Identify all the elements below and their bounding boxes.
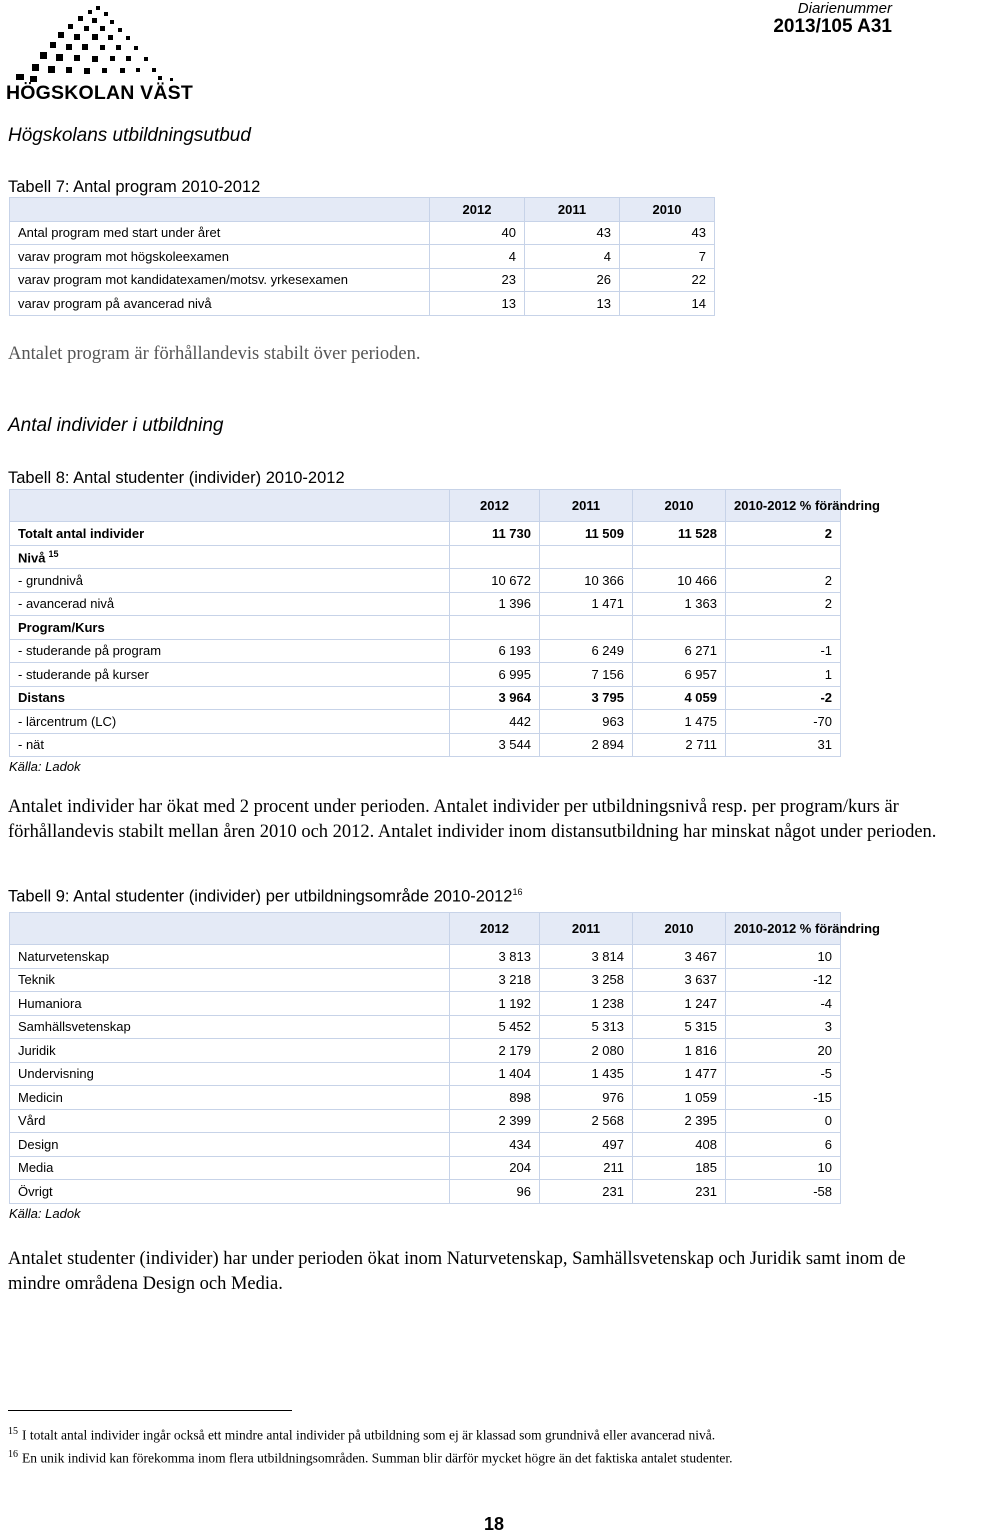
row-label [10, 1015, 450, 1039]
value-cell: 2 080 [540, 1039, 633, 1063]
footnote-divider [8, 1410, 292, 1411]
value-cell: 1 059 [633, 1086, 726, 1110]
value-cell [633, 616, 726, 640]
table-row [10, 1109, 841, 1133]
table-row [10, 639, 841, 663]
table8-caption: Tabell 8: Antal studenter (individer) 2010-2012 [8, 469, 345, 487]
table-header-row [10, 913, 841, 945]
table-row [10, 733, 841, 757]
row-label [10, 1133, 450, 1157]
row-label-text: - grundnivå [18, 572, 84, 588]
header-cell: 2010-2012 % förändring [726, 913, 841, 945]
value-cell [726, 616, 841, 640]
header-cell-label [10, 913, 450, 945]
row-label [10, 245, 430, 269]
row-label-text: - studerande på program [18, 643, 162, 659]
row-label [10, 1156, 450, 1180]
row-label [10, 1180, 450, 1204]
value-cell: 11 509 [540, 522, 633, 546]
value-cell: 23 [430, 268, 525, 292]
value-cell: 3 [726, 1015, 841, 1039]
table-row [10, 710, 841, 734]
table-row [10, 1015, 841, 1039]
page-number: 18 [483, 1514, 505, 1534]
row-label [10, 545, 450, 569]
row-label-text: varav program mot högskoleexamen [18, 248, 229, 264]
header-cell: 2012 [430, 198, 525, 222]
row-label-text: Övrigt [18, 1183, 53, 1199]
value-cell: 231 [633, 1180, 726, 1204]
header-cell: 2011 [540, 490, 633, 522]
value-cell: 3 814 [540, 945, 633, 969]
row-label-text: Media [18, 1160, 54, 1176]
value-cell: 2 894 [540, 733, 633, 757]
value-cell: 10 466 [633, 569, 726, 593]
value-cell: 22 [620, 268, 715, 292]
header-cell: 2010 [633, 913, 726, 945]
paragraph-studenter: Antalet studenter (individer) har under perioden ökat inom Naturvetenskap, Samhällsvetenskap och Juridik samt inom de mindre områdena Design och Media. [8, 1249, 906, 1294]
row-label [10, 268, 430, 292]
value-cell: 963 [540, 710, 633, 734]
table-row [10, 1039, 841, 1063]
value-cell: -4 [726, 992, 841, 1016]
row-label [10, 710, 450, 734]
value-cell: 211 [540, 1156, 633, 1180]
table-row [10, 1156, 841, 1180]
row-label [10, 522, 450, 546]
row-label-text: varav program på avancerad nivå [18, 295, 212, 311]
header-cell: 2011 [525, 198, 620, 222]
value-cell: 3 467 [633, 945, 726, 969]
value-cell: -15 [726, 1086, 841, 1110]
table9 [9, 912, 880, 1204]
table7 [9, 197, 715, 316]
table-header-row [10, 490, 841, 522]
value-cell: 11 730 [450, 522, 540, 546]
row-label-text: - lärcentrum (LC) [18, 713, 117, 729]
row-label [10, 686, 450, 710]
value-cell: 6 [726, 1133, 841, 1157]
table-row [10, 245, 715, 269]
section-title-utbud: Högskolans utbildningsutbud [8, 125, 251, 146]
value-cell: 976 [540, 1086, 633, 1110]
value-cell: 2 395 [633, 1109, 726, 1133]
row-label-text: Samhällsvetenskap [18, 1019, 131, 1035]
row-label [10, 1039, 450, 1063]
value-cell: 10 [726, 1156, 841, 1180]
table9-caption-wrap [8, 887, 523, 907]
value-cell: 3 218 [450, 968, 540, 992]
section-title-individer: Antal individer i utbildning [8, 415, 224, 436]
value-cell: 11 528 [633, 522, 726, 546]
value-cell: 204 [450, 1156, 540, 1180]
diarienummer-value: 2013/105 A31 [773, 16, 892, 37]
value-cell: 1 816 [633, 1039, 726, 1063]
value-cell [450, 545, 540, 569]
value-cell: 1 238 [540, 992, 633, 1016]
table-row [10, 221, 715, 245]
table8 [9, 489, 880, 757]
header-cell: 2010 [620, 198, 715, 222]
row-label [10, 1062, 450, 1086]
row-label [10, 1086, 450, 1110]
value-cell: 2 399 [450, 1109, 540, 1133]
value-cell: -70 [726, 710, 841, 734]
table-row [10, 1062, 841, 1086]
value-cell: 5 452 [450, 1015, 540, 1039]
value-cell: 4 [430, 245, 525, 269]
table-header-row [10, 198, 715, 222]
row-label-text: Vård [18, 1113, 46, 1129]
table-row [10, 1180, 841, 1204]
table-row [10, 992, 841, 1016]
table-row [10, 592, 841, 616]
value-cell: 96 [450, 1180, 540, 1204]
value-cell: 1 247 [633, 992, 726, 1016]
row-label-text: Totalt antal individer [18, 525, 145, 541]
row-label-text: Teknik [18, 972, 55, 988]
value-cell: 6 957 [633, 663, 726, 687]
value-cell: 2 [726, 592, 841, 616]
row-label [10, 1109, 450, 1133]
value-cell: 4 059 [633, 686, 726, 710]
value-cell: 6 193 [450, 639, 540, 663]
value-cell: 43 [620, 221, 715, 245]
row-label-text: Antal program med start under året [18, 225, 221, 241]
value-cell: 3 637 [633, 968, 726, 992]
value-cell: 1 477 [633, 1062, 726, 1086]
footnote-16 [8, 1449, 732, 1467]
table9-source: Källa: Ladok [9, 1206, 81, 1221]
value-cell: 434 [450, 1133, 540, 1157]
value-cell: 3 813 [450, 945, 540, 969]
header-cell: 2010-2012 % förändring [726, 490, 841, 522]
row-label [10, 616, 450, 640]
value-cell: 1 404 [450, 1062, 540, 1086]
value-cell: 5 313 [540, 1015, 633, 1039]
footnote-number: 16 [8, 1449, 18, 1460]
value-cell: 43 [525, 221, 620, 245]
value-cell: 13 [525, 292, 620, 316]
footnote-15 [8, 1426, 715, 1444]
value-cell: 1 [726, 663, 841, 687]
row-label [10, 945, 450, 969]
value-cell: 2 [726, 522, 841, 546]
value-cell: 6 995 [450, 663, 540, 687]
value-cell: 1 475 [633, 710, 726, 734]
row-label [10, 663, 450, 687]
value-cell: 3 795 [540, 686, 633, 710]
value-cell: 442 [450, 710, 540, 734]
row-label-text: Medicin [18, 1089, 63, 1105]
row-label-text: Nivå [18, 549, 46, 565]
value-cell: 2 568 [540, 1109, 633, 1133]
value-cell: 40 [430, 221, 525, 245]
value-cell: 2 711 [633, 733, 726, 757]
header-cell-label [10, 490, 450, 522]
value-cell: 231 [540, 1180, 633, 1204]
row-label-text: - avancerad nivå [18, 596, 115, 612]
row-label-text: Juridik [18, 1042, 56, 1058]
value-cell [540, 545, 633, 569]
table-row [10, 1133, 841, 1157]
row-label [10, 992, 450, 1016]
value-cell: 0 [726, 1109, 841, 1133]
value-cell: -58 [726, 1180, 841, 1204]
value-cell: 31 [726, 733, 841, 757]
value-cell: 3 964 [450, 686, 540, 710]
table-row [10, 569, 841, 593]
value-cell: 7 156 [540, 663, 633, 687]
paragraph-program-stabilt: Antalet program är förhållandevis stabilt över perioden. [8, 344, 421, 364]
row-label-text: Undervisning [18, 1066, 94, 1082]
row-label [10, 733, 450, 757]
value-cell: -2 [726, 686, 841, 710]
value-cell: 2 179 [450, 1039, 540, 1063]
value-cell: 1 435 [540, 1062, 633, 1086]
row-label-text: Distans [18, 690, 65, 706]
table-row [10, 686, 841, 710]
footnote-text: I totalt antal individer ingår också ett mindre antal individer på utbildning som ej är klassad som grundnivå eller avancerad nivå. [22, 1427, 716, 1443]
value-cell: -12 [726, 968, 841, 992]
value-cell: -1 [726, 639, 841, 663]
row-label-text: - nät [18, 737, 45, 753]
value-cell: 408 [633, 1133, 726, 1157]
row-label-text: Humaniora [18, 995, 82, 1011]
value-cell: 2 [726, 569, 841, 593]
value-cell: 4 [525, 245, 620, 269]
row-label [10, 569, 450, 593]
logo-mark-icon [6, 2, 196, 84]
row-label [10, 968, 450, 992]
header-cell: 2012 [450, 490, 540, 522]
table-row [10, 968, 841, 992]
header-cell: 2012 [450, 913, 540, 945]
paragraph-individer: Antalet individer har ökat med 2 procent under perioden. Antalet individer per utbildningsnivå resp. per program/kurs är förhållandevis stabilt mellan åren 2010 och 2012. Antalet individer inom distansutbildning har minskat något under perioden. [8, 797, 937, 842]
header-cell: 2011 [540, 913, 633, 945]
value-cell: 20 [726, 1039, 841, 1063]
value-cell: 3 258 [540, 968, 633, 992]
value-cell: 10 [726, 945, 841, 969]
footnote-number: 15 [8, 1426, 18, 1437]
value-cell: 1 471 [540, 592, 633, 616]
table-row [10, 945, 841, 969]
table-row [10, 545, 841, 569]
table9-caption: Tabell 9: Antal studenter (individer) per utbildningsområde 2010-2012 [8, 887, 513, 906]
row-label [10, 592, 450, 616]
row-label-text: Design [18, 1136, 59, 1152]
value-cell: 7 [620, 245, 715, 269]
header-cell-label [10, 198, 430, 222]
table-row [10, 268, 715, 292]
header-cell: 2010 [633, 490, 726, 522]
value-cell: 1 363 [633, 592, 726, 616]
diarienummer-label: Diarienummer [797, 0, 892, 17]
value-cell: 1 396 [450, 592, 540, 616]
value-cell [633, 545, 726, 569]
value-cell: 898 [450, 1086, 540, 1110]
value-cell: -5 [726, 1062, 841, 1086]
row-label-text: varav program mot kandidatexamen/motsv. yrkesexamen [18, 272, 348, 288]
table-row [10, 663, 841, 687]
value-cell: 6 249 [540, 639, 633, 663]
value-cell [450, 616, 540, 640]
footnote-ref-15: 15 [48, 548, 59, 559]
value-cell: 10 366 [540, 569, 633, 593]
row-label [10, 292, 430, 316]
table-row [10, 292, 715, 316]
row-label-text: Program/Kurs [18, 619, 105, 635]
value-cell: 13 [430, 292, 525, 316]
table-row [10, 616, 841, 640]
value-cell: 26 [525, 268, 620, 292]
value-cell: 497 [540, 1133, 633, 1157]
value-cell: 3 544 [450, 733, 540, 757]
value-cell: 185 [633, 1156, 726, 1180]
value-cell: 6 271 [633, 639, 726, 663]
footnote-ref-16: 16 [512, 887, 523, 897]
logo-text: HÖGSKOLAN VÄST [6, 82, 193, 104]
value-cell [726, 545, 841, 569]
row-label [10, 221, 430, 245]
table7-caption: Tabell 7: Antal program 2010-2012 [8, 178, 261, 196]
table-row [10, 1086, 841, 1110]
value-cell: 14 [620, 292, 715, 316]
hogskolan-vast-logo [6, 2, 196, 104]
row-label-text: - studerande på kurser [18, 666, 149, 682]
row-label-text: Naturvetenskap [18, 948, 110, 964]
table8-source: Källa: Ladok [9, 759, 81, 774]
value-cell: 1 192 [450, 992, 540, 1016]
table-row [10, 522, 841, 546]
value-cell: 5 315 [633, 1015, 726, 1039]
value-cell: 10 672 [450, 569, 540, 593]
value-cell [540, 616, 633, 640]
row-label [10, 639, 450, 663]
footnote-text: En unik individ kan förekomma inom flera utbildningsområden. Summan blir därför mycket högre än det faktiska antalet studenter. [22, 1450, 733, 1466]
